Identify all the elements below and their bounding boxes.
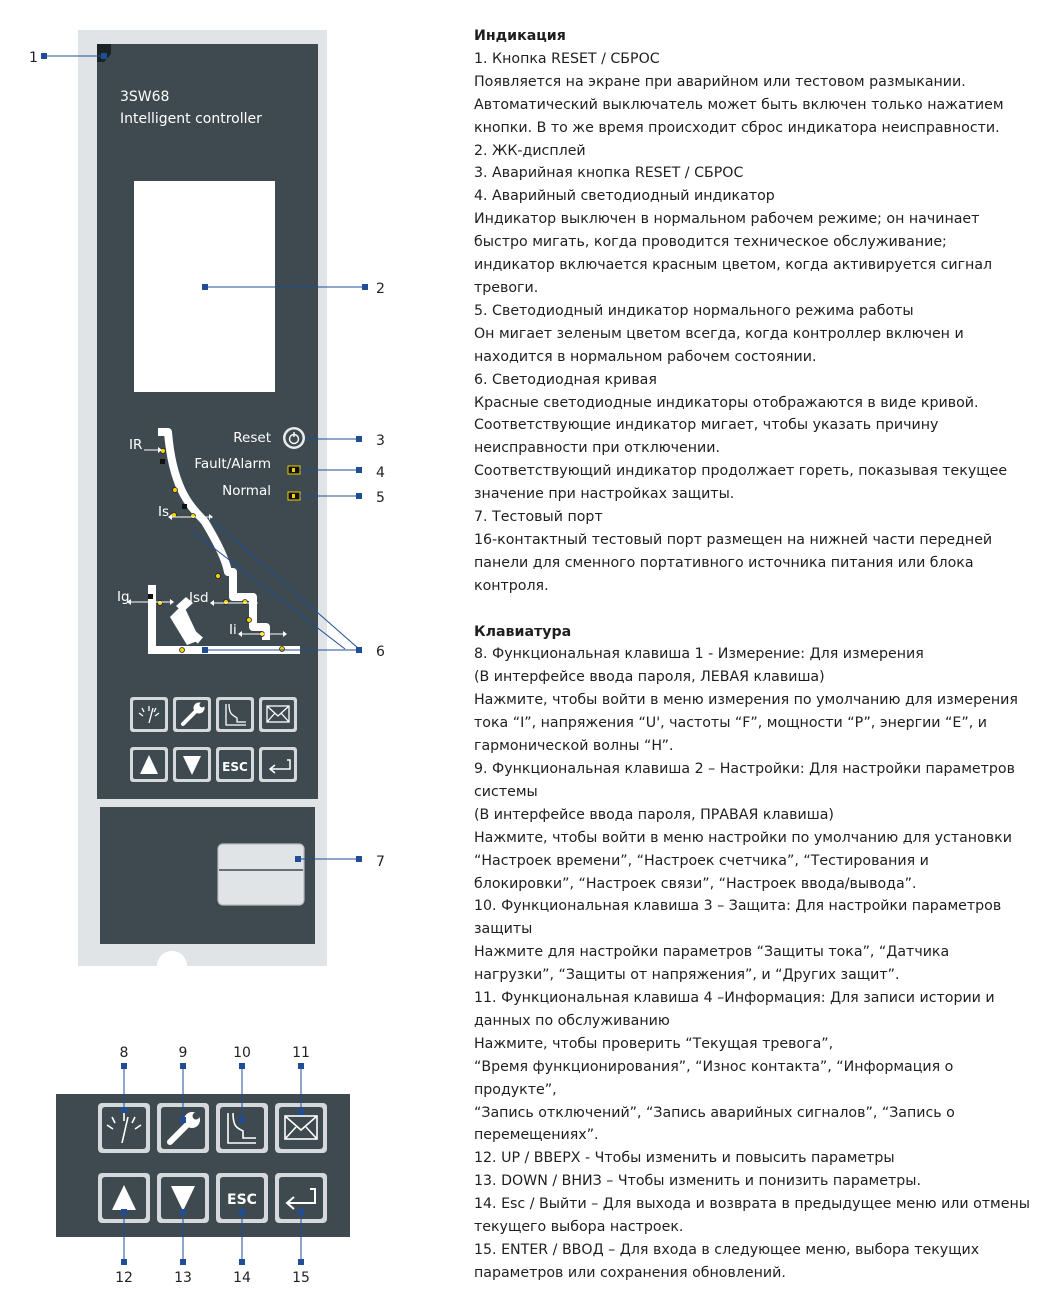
panel-key-protection[interactable] [216, 697, 254, 732]
panel-key-down[interactable] [173, 747, 211, 782]
description-line: Нажмите, чтобы войти в меню измерения по умолчанию для измерения [474, 692, 1018, 709]
description-line: (В интерфейсе ввода пароля, ЛЕВАЯ клавиша) [474, 669, 825, 686]
description-line: 9. Функциональная клавиша 2 – Настройки: Для настройки параметров [474, 760, 1015, 777]
description-line: (В интерфейсе ввода пароля, ПРАВАЯ клавиша) [474, 806, 834, 823]
normal-label: Normal [222, 483, 271, 499]
panel-key-measure[interactable] [130, 697, 168, 732]
description-line: блокировки”, “Настроек связи”, “Настроек ввода/вывода”. [474, 875, 917, 892]
panel-key-up[interactable] [130, 747, 168, 782]
description-line: гармонической волны “H”. [474, 738, 674, 755]
description-line: кнопки. В то же время происходит сброс индикатора неисправности. [474, 119, 1000, 136]
esc-label: ESC [227, 1192, 257, 1208]
description-line: Появляется на экране при аварийном или тестовом размыкании. [474, 73, 966, 90]
controller-front-panel [97, 44, 318, 799]
description-line: 5. Светодиодный индикатор нормального режима работы [474, 302, 914, 319]
description-line: данных по обслуживанию [474, 1012, 670, 1029]
keypad-list [474, 643, 1030, 1284]
description-line: “Время функционирования”, “Износ контакта”, “Информация о [474, 1058, 954, 1075]
callout-13: 13 [174, 1270, 192, 1286]
description-line: 11. Функциональная клавиша 4 –Информация: Для записи истории и [474, 990, 995, 1007]
callout-15: 15 [292, 1270, 310, 1286]
callout-6: 6 [376, 644, 385, 660]
isd-label: Isd [189, 590, 209, 606]
description-line: 12. UP / ВВЕРХ - Чтобы изменить и повысить параметры [474, 1150, 895, 1167]
description-line: значение при настройках защиты. [474, 486, 735, 503]
description-line: 10. Функциональная клавиша 3 – Защита: Для настройки параметров [474, 898, 1002, 915]
description-line: 8. Функциональная клавиша 1 - Измерение: Для измерения [474, 646, 924, 663]
description-line: 6. Светодиодная кривая [474, 371, 657, 388]
description-line: неисправности при отключении. [474, 440, 720, 457]
ir-label: IR [129, 437, 143, 453]
description-line: 4. Аварийный светодиодный индикатор [474, 188, 775, 205]
description-line: нагрузки”, “Защиты от напряжения”, и “Других защит”. [474, 967, 900, 984]
description-line: Он мигает зеленым цветом всегда, когда контроллер включен и [474, 325, 964, 342]
indication-heading: Индикация [474, 28, 566, 44]
description-line: Нажмите для настройки параметров “Защиты тока”, “Датчика [474, 944, 950, 961]
test-port[interactable] [218, 844, 304, 905]
panel-key-enter[interactable] [259, 747, 297, 782]
description-line: быстро мигать, когда проводится техническое обслуживание; [474, 234, 947, 251]
callout-5: 5 [376, 490, 385, 506]
description-line: 2. ЖК-дисплей [474, 142, 586, 159]
callout-2: 2 [376, 281, 385, 297]
description-line: 1. Кнопка RESET / СБРОС [474, 50, 660, 67]
description-line: защиты [474, 921, 533, 938]
description-line: контроля. [474, 577, 549, 594]
description-line: тока “I”, напряжения “U', частоты “F”, мощности “P”, энергии “E”, и [474, 715, 987, 732]
is-label: Is [158, 504, 170, 520]
panel-key-esc[interactable] [216, 747, 254, 782]
description-line: индикатор включается красным цветом, когда активируется сигнал [474, 257, 993, 274]
description-line: Соответствующий индикатор продолжает гореть, показывая текущее [474, 463, 1008, 480]
description-line: 7. Тестовый порт [474, 509, 603, 526]
description-line: Индикатор выключен в нормальном рабочем режиме; он начинает [474, 211, 980, 228]
callout-3: 3 [376, 433, 385, 449]
controller-model: 3SW68 [120, 89, 170, 105]
callout-9: 9 [178, 1045, 188, 1061]
reset-label: Reset [233, 430, 271, 446]
controller-diagram [0, 0, 460, 1310]
description-text [474, 25, 1030, 1285]
ig-label: Ig [117, 589, 130, 605]
ii-label: Ii [229, 622, 237, 638]
callout-8: 8 [119, 1045, 129, 1061]
description-line: Автоматический выключатель может быть включен только нажатием [474, 96, 1004, 113]
description-line: 16-контактный тестовый порт размещен на нижней части передней [474, 531, 993, 548]
description-line: перемещениях”. [474, 1127, 599, 1144]
description-line: 3. Аварийная кнопка RESET / СБРОС [474, 165, 744, 182]
description-line: панели для сменного портативного источника питания или блока [474, 554, 974, 571]
description-line: Нажмите, чтобы войти в меню настройки по умолчанию для установки [474, 829, 1012, 846]
description-line: “Запись отключений”, “Запись аварийных сигналов”, “Запись о [474, 1104, 955, 1121]
description-line: находится в нормальном рабочем состоянии. [474, 348, 817, 365]
description-line: параметров или сохранения обновлений. [474, 1264, 786, 1281]
description-line: 15. ENTER / ВВОД – Для входа в следующее меню, выбора текущих [474, 1242, 980, 1259]
keypad-heading: Клавиатура [474, 623, 572, 640]
controller-subtitle: Intelligent controller [120, 111, 262, 127]
callout-7: 7 [376, 854, 385, 870]
description-line: тревоги. [474, 279, 539, 296]
indication-list [474, 48, 1019, 598]
description-line: Соответствующие индикатор мигает, чтобы указать причину [474, 417, 939, 434]
callout-11: 11 [292, 1045, 310, 1061]
callout-14: 14 [233, 1270, 251, 1286]
callout-1: 1 [29, 50, 38, 66]
panel-key-settings[interactable] [173, 697, 211, 732]
description-line: 13. DOWN / ВНИЗ – Чтобы изменить и понизить параметры. [474, 1173, 921, 1190]
description-line: Нажмите, чтобы проверить “Текущая тревога”, [474, 1035, 834, 1052]
description-line: продукте”, [474, 1081, 557, 1098]
callout-12: 12 [115, 1270, 133, 1286]
fault-alarm-label: Fault/Alarm [194, 456, 271, 472]
callout-4: 4 [376, 465, 385, 481]
panel-key-information[interactable] [259, 697, 297, 732]
description-line: 14. Esc / Выйти – Для выхода и возврата в предыдущее меню или отмены [474, 1196, 1030, 1213]
reset-button[interactable] [283, 427, 305, 449]
description-line: “Настроек времени”, “Настроек счетчика”, “Тестирования и [474, 852, 929, 869]
callout-10: 10 [233, 1045, 251, 1061]
description-line: Красные светодиодные индикаторы отображаются в виде кривой. [474, 394, 979, 411]
panel-keypad [97, 686, 318, 799]
panel-esc-label: ESC [222, 760, 248, 774]
description-line: системы [474, 783, 538, 800]
description-line: текущего выбора настроек. [474, 1219, 684, 1236]
